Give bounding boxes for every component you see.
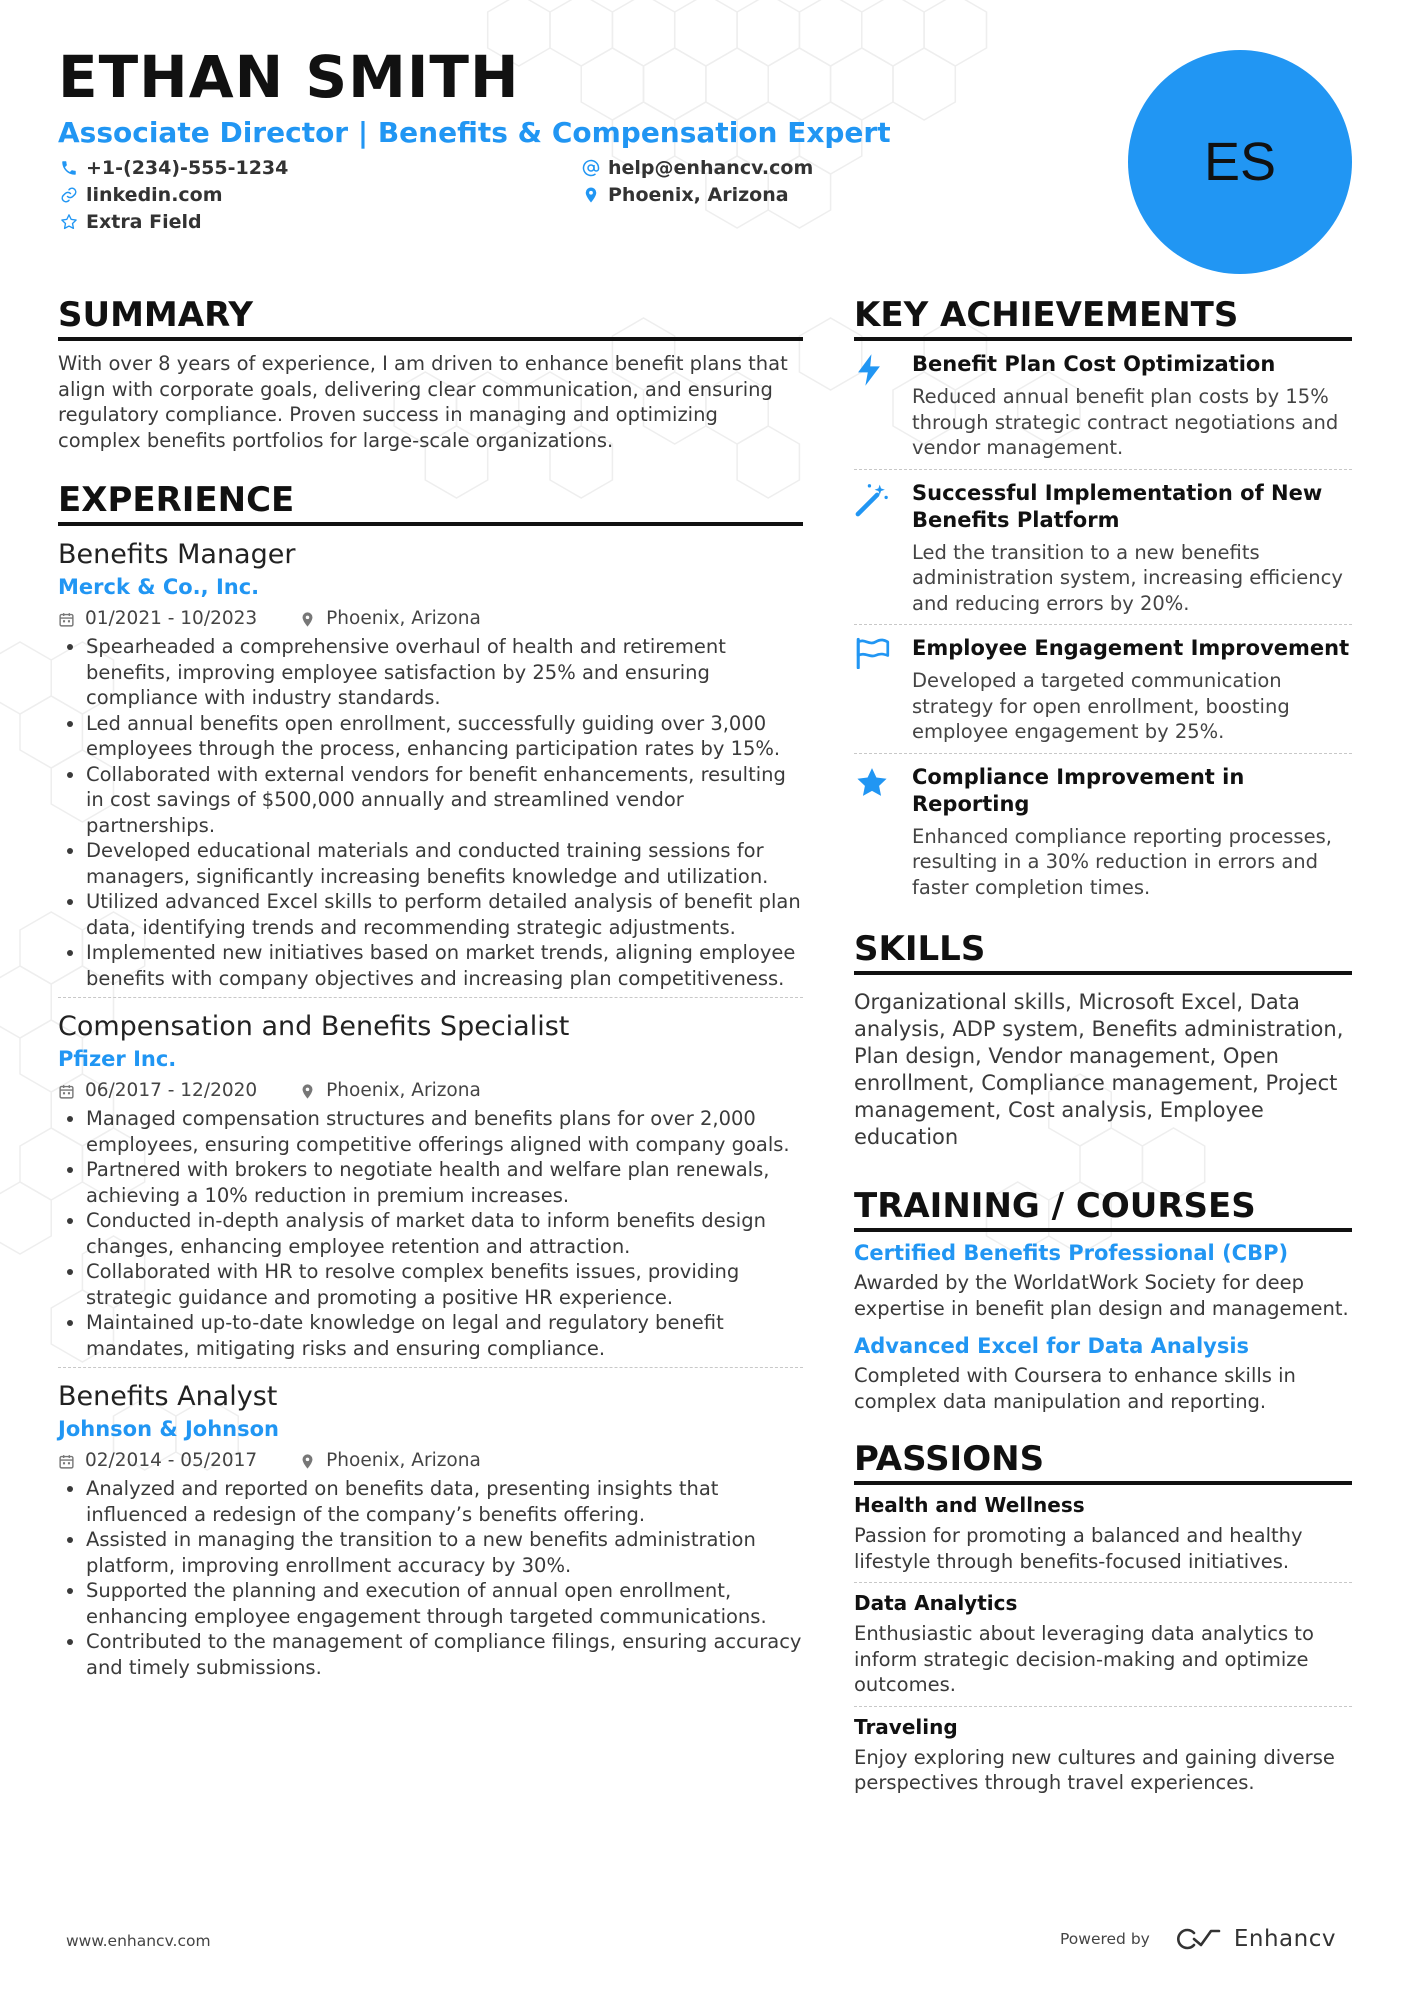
job-bullet: • Spearheaded a comprehensive overhaul of health and retirement benefits, improving employee satisfaction by 25% and ensuring compliance with industry standards. [86,634,803,711]
job-bullet: • Developed educational materials and conducted training sessions for managers, significantly increasing benefits knowledge and utilization. [86,838,803,889]
passion-item [854,1485,1352,1582]
achievement-desc: Led the transition to a new benefits administration system, increasing efficiency and reducing errors by 20%. [912,540,1343,615]
contact-email[interactable] [582,157,813,179]
job-title: Compensation and Benefits Specialist [58,1011,570,1043]
achievement-title: Successful Implementation of New Benefits Platform [912,480,1323,532]
job-location: Phoenix, Arizona [326,1450,481,1472]
job-bullet: • Analyzed and reported on benefits data, presenting insights that influenced a redesign of the company’s benefits offering. [86,1476,803,1527]
job-meta [58,1078,803,1104]
map-pin-icon [299,1453,316,1470]
achievement-item [854,469,1352,625]
achievement-title: Benefit Plan Cost Optimization [912,352,1276,377]
job-dates: 01/2021 - 10/2023 [85,608,258,630]
map-pin-icon [582,186,600,204]
summary-text: With over 8 years of experience, I am driven to enhance benefit plans that align with corporate goals, delivering clear communication, and ensuring regulatory compliance. Proven success in managing and optimizing complex benefits portfolios for large-scale organizations. [58,352,788,452]
email-text: help@enhancv.com [608,157,814,179]
achievement-desc: Enhanced compliance reporting processes, resulting in a 30% reduction in errors and faster completion times. [912,824,1332,899]
left-column [58,296,803,1680]
powered-by-text: Powered by [1060,1930,1150,1948]
calendar-icon [58,1453,75,1470]
job-bullets [58,1476,803,1680]
job-location: Phoenix, Arizona [326,608,481,630]
map-pin-icon [299,1083,316,1100]
training-title: TRAINING / COURSES [854,1187,1352,1232]
experience-entry [58,997,803,1361]
phone-icon [60,159,78,177]
avatar-initials: ES [1203,132,1277,192]
job-bullet: • Collaborated with external vendors for benefit enhancements, resulting in cost savings of $500,000 annually and streamlined vendor partnerships. [86,762,803,839]
job-dates: 02/2014 - 05/2017 [85,1450,258,1472]
passion-item [854,1582,1352,1706]
job-bullet: • Utilized advanced Excel skills to perform detailed analysis of benefit plan data, identifying trends and recommending strategic adjustments. [86,889,803,940]
star-outline-icon [60,213,78,231]
passion-desc: Enjoy exploring new cultures and gaining diverse perspectives through travel experiences. [854,1745,1335,1795]
job-bullet: • Partnered with brokers to negotiate health and welfare plan renewals, achieving a 10% reduction in premium increases. [86,1157,803,1208]
achievements-title: KEY ACHIEVEMENTS [854,296,1352,341]
job-meta [58,1448,803,1474]
achievement-item [854,753,1352,909]
achievement-desc: Developed a targeted communication strategy for open enrollment, boosting employee engagement by 25%. [912,669,1290,744]
company-name: Pfizer Inc. [58,1047,177,1072]
lightning-icon [854,353,884,387]
linkedin-text: linkedin.com [86,184,223,206]
skills-text: Organizational skills, Microsoft Excel, Data analysis, ADP system, Benefits administration, Plan design, Vendor management, Open enrollment, Compliance management, Project management, Cost analysis, Employee education [854,990,1344,1150]
job-bullet: • Collaborated with HR to resolve complex benefits issues, providing strategic guidance and promoting a positive HR experience. [86,1259,803,1310]
skills-title: SKILLS [854,930,1352,975]
brand-name: Enhancv [1233,1926,1336,1952]
contact-linkedin[interactable] [60,184,223,206]
job-bullet: • Supported the planning and execution of annual open enrollment, enhancing employee engagement through targeted communications. [86,1578,803,1629]
footer-brand[interactable] [1060,1926,1336,1952]
achievements-section [854,296,1352,908]
passion-title: Health and Wellness [854,1493,1085,1518]
phone-text: +1-(234)-555-1234 [86,157,289,179]
candidate-name: ETHAN SMITH [58,43,520,111]
job-meta [58,606,803,632]
star-icon [854,766,890,800]
course-title: Certified Benefits Professional (CBP) [854,1241,1289,1266]
achievement-item [854,341,1352,469]
skills-section [854,930,1352,1151]
course-desc: Completed with Coursera to enhance skills in complex data manipulation and reporting. [854,1364,1296,1413]
at-sign-icon [582,159,600,177]
summary-title: SUMMARY [58,296,803,341]
course-item [854,1238,1352,1321]
passions-title: PASSIONS [854,1440,1352,1485]
job-bullet: • Led annual benefits open enrollment, successfully guiding over 3,000 employees through the process, enhancing participation rates by 15%. [86,711,803,762]
achievement-desc: Reduced annual benefit plan costs by 15% through strategic contract negotiations and vendor management. [912,385,1339,460]
course-item [854,1331,1352,1414]
contact-location [582,184,789,206]
company-name: Johnson & Johnson [58,1417,279,1442]
link-icon [60,186,78,204]
job-bullet: • Conducted in-depth analysis of market data to inform benefits design changes, enhancing employee retention and attraction. [86,1208,803,1259]
course-title: Advanced Excel for Data Analysis [854,1334,1250,1359]
course-desc: Awarded by the WorldatWork Society for deep expertise in benefit plan design and management. [854,1271,1349,1320]
achievement-title: Employee Engagement Improvement [912,636,1350,661]
magic-wand-icon [854,482,890,518]
summary-section [58,296,803,453]
achievement-title: Compliance Improvement in Reporting [912,764,1245,816]
footer-website[interactable]: www.enhancv.com [66,1932,211,1950]
right-column [854,296,1352,1804]
calendar-icon [58,1083,75,1100]
company-name: Merck & Co., Inc. [58,575,260,600]
job-bullet: • Managed compensation structures and benefits plans for over 2,000 employees, ensuring competitive offerings aligned with company goals. [86,1106,803,1157]
training-section [854,1187,1352,1414]
experience-section [58,481,803,1680]
passion-title: Traveling [854,1714,958,1739]
experience-title: EXPERIENCE [58,481,803,526]
job-location: Phoenix, Arizona [326,1080,481,1102]
passion-item [854,1706,1352,1804]
calendar-icon [58,611,75,628]
location-text: Phoenix, Arizona [608,184,789,206]
experience-entry [58,1367,803,1680]
contact-extra [60,211,202,233]
job-title: Benefits Manager [58,539,296,571]
passion-desc: Enthusiastic about leveraging data analytics to inform strategic decision-making and optimize outcomes. [854,1622,1314,1697]
flag-icon [854,637,892,669]
passion-title: Data Analytics [854,1591,1018,1616]
avatar [1128,50,1352,274]
extra-field-text: Extra Field [86,211,202,233]
contact-phone[interactable] [60,157,288,179]
candidate-headline: Associate Director | Benefits & Compensation Expert [58,116,891,149]
job-bullet: • Contributed to the management of compliance filings, ensuring accuracy and timely submissions. [86,1629,803,1680]
job-bullets [58,1106,803,1361]
job-bullet: • Implemented new initiatives based on market trends, aligning employee benefits with company objectives and increasing plan competitiveness. [86,940,803,991]
job-bullet: • Assisted in managing the transition to a new benefits administration platform, improving enrollment accuracy by 30%. [86,1527,803,1578]
job-title: Benefits Analyst [58,1381,278,1413]
passions-section [854,1440,1352,1804]
job-bullet: • Maintained up-to-date knowledge on legal and regulatory benefit mandates, mitigating risks and ensuring compliance. [86,1310,803,1361]
passion-desc: Passion for promoting a balanced and healthy lifestyle through benefits-focused initiatives. [854,1524,1303,1573]
map-pin-icon [299,611,316,628]
achievement-item [854,624,1352,753]
job-dates: 06/2017 - 12/2020 [85,1080,258,1102]
enhancv-logo-icon [1176,1926,1222,1952]
experience-entry [58,526,803,991]
job-bullets [58,634,803,991]
